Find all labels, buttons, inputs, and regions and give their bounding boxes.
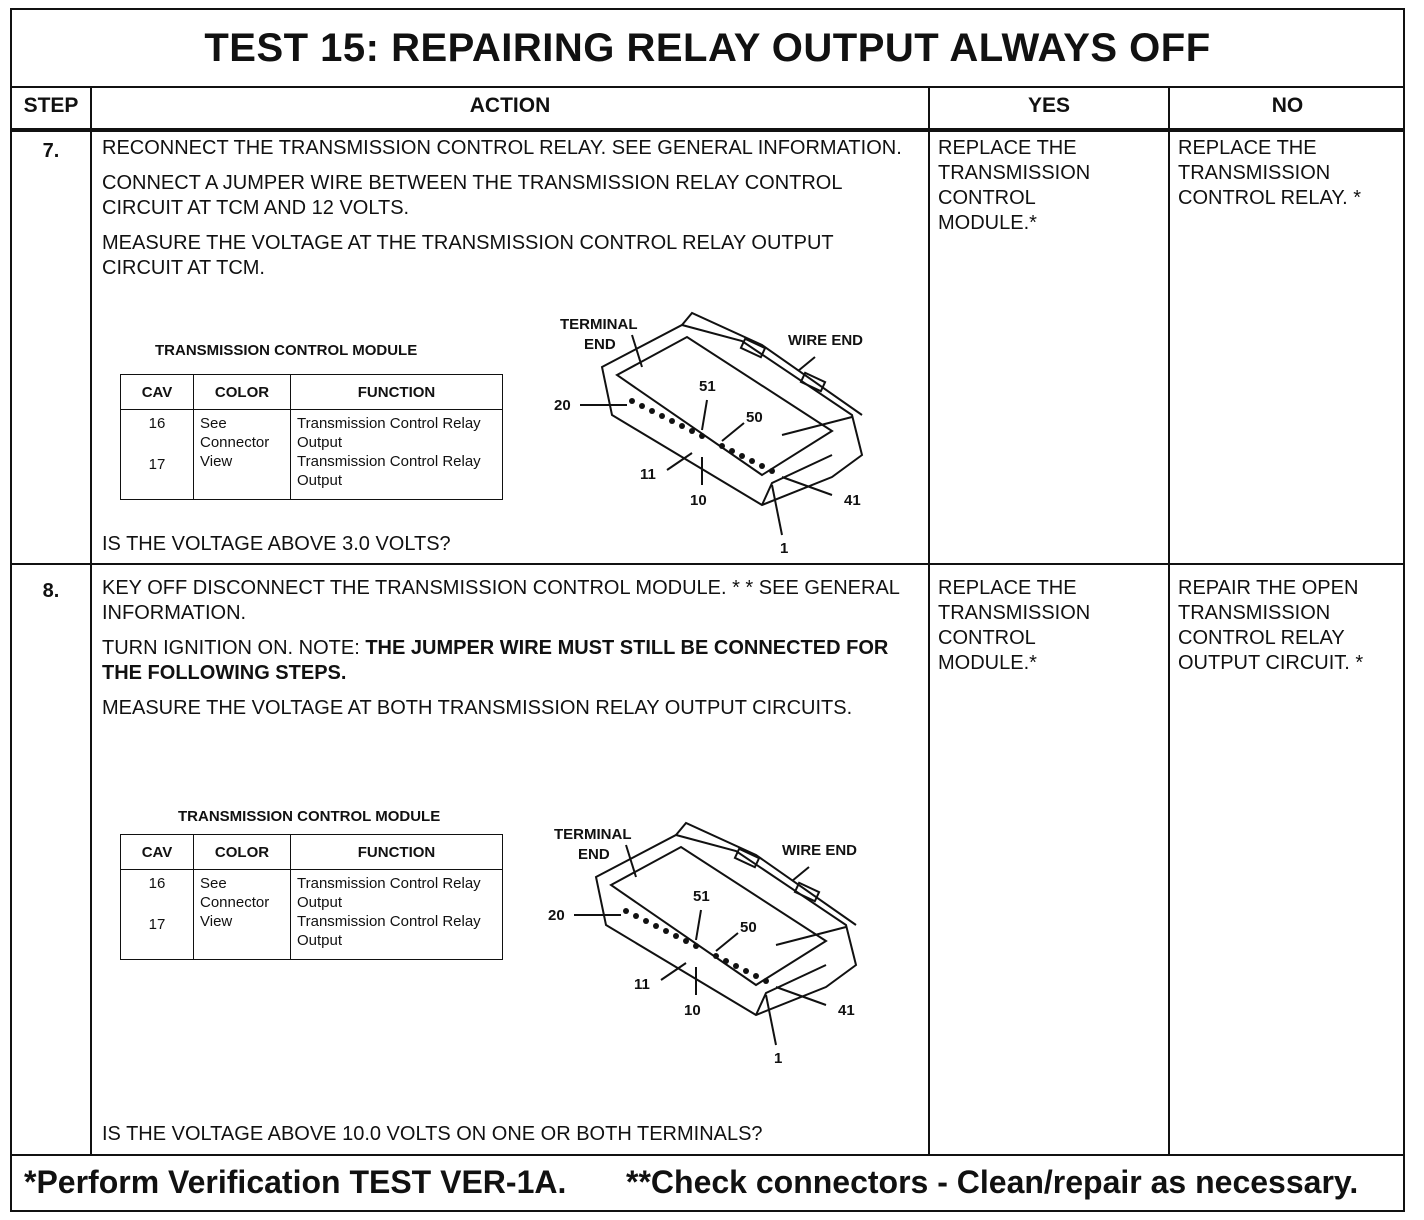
pin-label: 10	[690, 492, 707, 509]
pin-label: 10	[684, 1002, 701, 1019]
pin-label: 11	[634, 976, 650, 993]
column-header: COLOR	[194, 835, 291, 870]
tcm-pinout-table	[120, 374, 503, 500]
row-divider	[12, 563, 1403, 565]
note-prefix: TURN IGNITION ON. NOTE:	[102, 637, 366, 659]
cav-value: 16	[148, 875, 166, 892]
no-action: REPAIR THE OPEN TRANSMISSION CONTROL RELAY OUTPUT CIRCUIT. *	[1178, 577, 1364, 674]
yes-action: REPLACE THE TRANSMISSION CONTROL MODULE.*	[938, 577, 1091, 674]
connector-diagram	[526, 815, 886, 1065]
header-step: STEP	[12, 86, 90, 132]
function-value: Transmission Control Relay Output	[297, 415, 481, 451]
pin-label: 50	[740, 919, 757, 936]
pin-label: 20	[554, 397, 571, 414]
action-paragraph: CONNECT A JUMPER WIRE BETWEEN THE TRANSMISSION RELAY CONTROL CIRCUIT AT TCM AND 12 VOLTS.	[102, 172, 842, 219]
action-paragraph: KEY OFF DISCONNECT THE TRANSMISSION CONTROL MODULE. * * SEE GENERAL INFORMATION.	[102, 577, 900, 624]
table-caption: TRANSMISSION CONTROL MODULE	[178, 808, 441, 825]
terminal-end-label: END	[584, 336, 616, 353]
step-action	[102, 576, 924, 731]
step-number: 8.	[42, 580, 60, 602]
no-action: REPLACE THE TRANSMISSION CONTROL RELAY. *	[1178, 137, 1362, 209]
color-value: See Connector View	[194, 870, 291, 960]
cav-value: 17	[148, 456, 166, 473]
footer-verification-note: *Perform Verification TEST VER-1A.	[24, 1164, 567, 1200]
pin-label: 41	[844, 492, 861, 509]
test-procedure-sheet	[10, 8, 1405, 1212]
pin-label: 41	[838, 1002, 855, 1019]
action-paragraph: MEASURE THE VOLTAGE AT THE TRANSMISSION CONTROL RELAY OUTPUT CIRCUIT AT TCM.	[102, 232, 834, 279]
header-no: NO	[1170, 86, 1405, 132]
cav-value: 16	[148, 415, 166, 432]
column-header: CAV	[121, 375, 194, 410]
pin-label: 1	[774, 1050, 783, 1065]
step-question: IS THE VOLTAGE ABOVE 10.0 VOLTS ON ONE OR BOTH TERMINALS?	[102, 1123, 763, 1145]
note-emphasis: THE JUMPER WIRE MUST STILL BE CONNECTED FOR THE FOLLOWING STEPS.	[102, 637, 889, 684]
column-divider	[1168, 86, 1170, 1154]
pin-label: 11	[640, 466, 656, 483]
pin-label: 50	[746, 409, 763, 426]
terminal-end-label: TERMINAL	[554, 826, 632, 843]
pin-label: 51	[693, 888, 710, 905]
cav-value: 17	[148, 916, 166, 933]
page-title: TEST 15: REPAIRING RELAY OUTPUT ALWAYS OFF	[12, 10, 1403, 88]
table-caption: TRANSMISSION CONTROL MODULE	[155, 342, 418, 359]
step-question: IS THE VOLTAGE ABOVE 3.0 VOLTS?	[102, 533, 451, 555]
footer-notes	[12, 1154, 1403, 1210]
function-value: Transmission Control Relay Output	[297, 913, 481, 949]
step-number: 7.	[42, 140, 60, 162]
connector-diagram	[532, 305, 892, 555]
function-value: Transmission Control Relay Output	[297, 453, 481, 489]
tcm-pinout-table	[120, 834, 503, 960]
pin-label: 51	[699, 378, 716, 395]
wire-end-label: WIRE END	[782, 842, 857, 859]
action-paragraph: RECONNECT THE TRANSMISSION CONTROL RELAY. SEE GENERAL INFORMATION.	[102, 137, 902, 159]
yes-action: REPLACE THE TRANSMISSION CONTROL MODULE.*	[938, 137, 1091, 234]
wire-end-label: WIRE END	[788, 332, 863, 349]
column-header: FUNCTION	[291, 375, 503, 410]
function-value: Transmission Control Relay Output	[297, 875, 481, 911]
step-action	[102, 136, 917, 291]
header-yes: YES	[930, 86, 1168, 132]
action-note	[102, 636, 924, 686]
color-value: See Connector View	[194, 410, 291, 500]
pin-label: 20	[548, 907, 565, 924]
terminal-end-label: END	[578, 846, 610, 863]
header-action: ACTION	[92, 86, 928, 132]
terminal-end-label: TERMINAL	[560, 316, 638, 333]
column-header: CAV	[121, 835, 194, 870]
column-divider	[90, 86, 92, 1154]
action-paragraph: MEASURE THE VOLTAGE AT BOTH TRANSMISSION RELAY OUTPUT CIRCUITS.	[102, 697, 853, 719]
column-divider	[928, 86, 930, 1154]
header-rule	[12, 128, 1403, 130]
footer-connector-note: **Check connectors - Clean/repair as necessary.	[626, 1164, 1359, 1200]
column-header: COLOR	[194, 375, 291, 410]
pin-label: 1	[780, 540, 789, 555]
column-header: FUNCTION	[291, 835, 503, 870]
